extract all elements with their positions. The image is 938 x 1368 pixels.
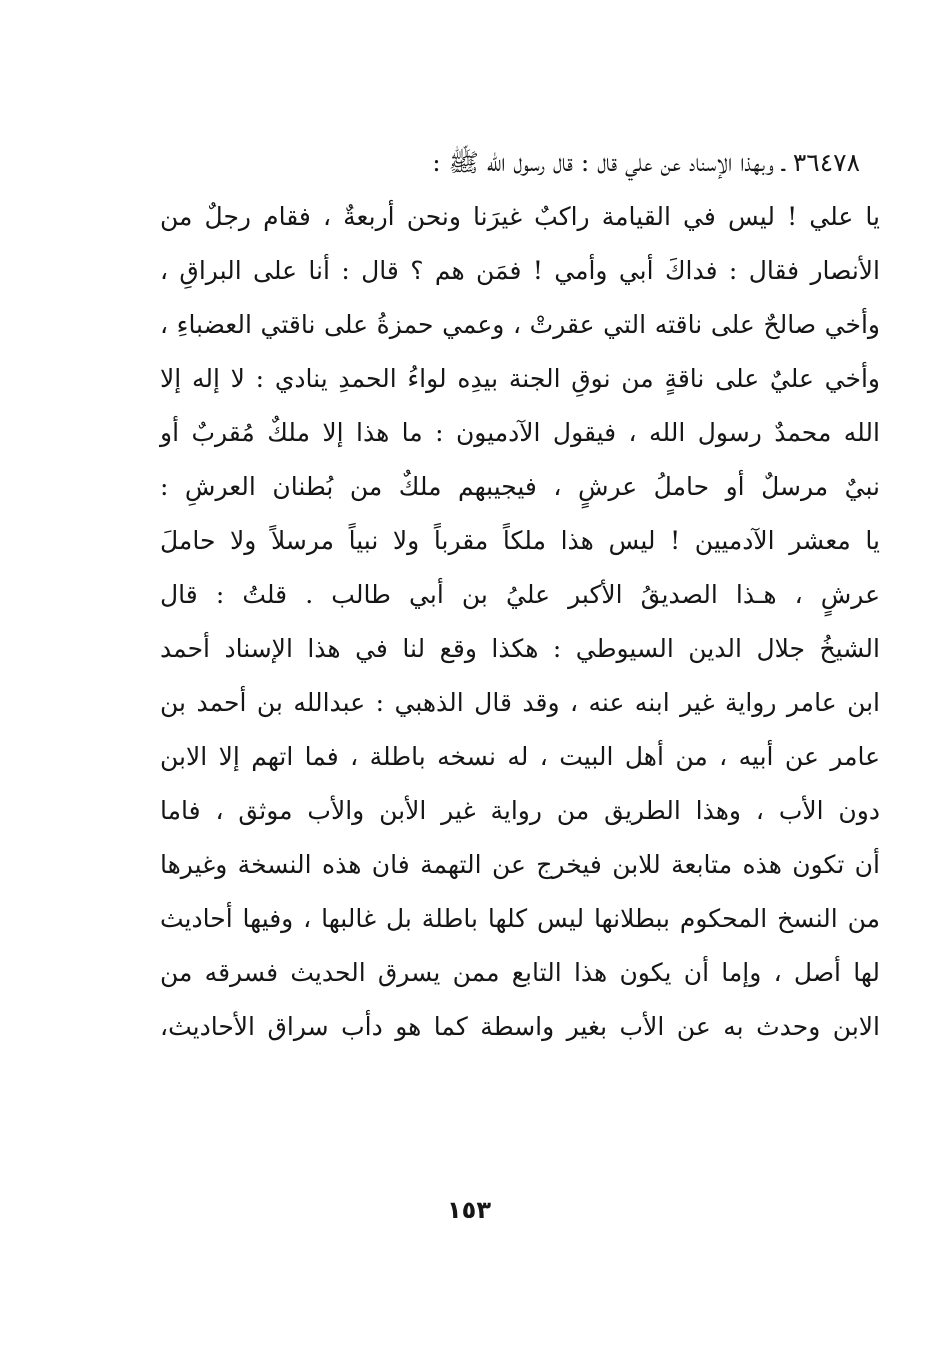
text-line: الأنصار فقال : فداكَ أبي وأمي ! فمَن هم ؟ قال : أنا على البراقِ ،: [160, 256, 880, 285]
page-number: ١٥٣: [447, 1196, 491, 1224]
text-line: يا معشر الآدميين ! ليس هذا ملكاً مقرباً ولا نبياً مرسلاً ولا حاملَ: [160, 526, 880, 555]
text-line: عامر عن أبيه ، من أهل البيت ، له نسخه باطلة ، فما اتهم إلا الابن: [160, 742, 880, 771]
text-line: ابن عامر رواية غير ابنه عنه ، وقد قال الذهبي : عبدالله بن أحمد بن: [160, 688, 880, 717]
text-line: يا علي ! ليس في القيامة راكبٌ غيرَنا ونحن أربعةٌ ، فقام رجلٌ من: [160, 202, 880, 231]
text-line: وأخي صالحٌ على ناقته التي عقرتْ ، وعمي حمزةُ على ناقتي العضباءِ ،: [160, 310, 880, 339]
text-line: الشيخُ جلال الدين السيوطي : هكذا وقع لنا في هذا الإسناد أحمد: [160, 634, 880, 663]
text-line: من النسخ المحكوم ببطلانها ليس كلها باطلة بل غالبها ، وفيها أحاديث: [160, 904, 880, 933]
text-line: أن تكون هذه متابعة للابن فيخرج عن التهمة فان هذه النسخة وغيرها: [160, 850, 880, 879]
body-text: [160, 136, 880, 1054]
text-line: عرشٍ ، هـذا الصديقُ الأكبر عليُ بن أبي طالب . قلتُ : قال: [160, 580, 880, 609]
text-line: الله محمدٌ رسول الله ، فيقول الآدميون : ما هذا إلا ملكٌ مُقربٌ أو: [160, 418, 880, 447]
text-line: لها أصل ، وإما أن يكون هذا التابع ممن يسرق الحديث فسرقه من: [160, 958, 880, 987]
text-line: الابن وحدث به عن الأب بغير واسطة كما هو دأب سراق الأحاديث،: [160, 1012, 880, 1041]
text-line: وأخي عليٌ على ناقةٍ من نوقِ الجنة بيدِه لواءُ الحمدِ ينادي : لا إله إلا: [160, 364, 880, 393]
text-line: نبيٌ مرسلٌ أو حاملُ عرشٍ ، فيجيبهم ملكٌ من بُطنان العرشِ :: [160, 472, 880, 501]
hadith-heading-line: ٣٦٤٧٨ ـ وبهذا الإسناد عن علي قال : قال رسول الله ﷺ :: [432, 148, 860, 177]
text-line: دون الأب ، وهذا الطريق من رواية غير الأبن والأب موثق ، فاما: [160, 796, 880, 825]
